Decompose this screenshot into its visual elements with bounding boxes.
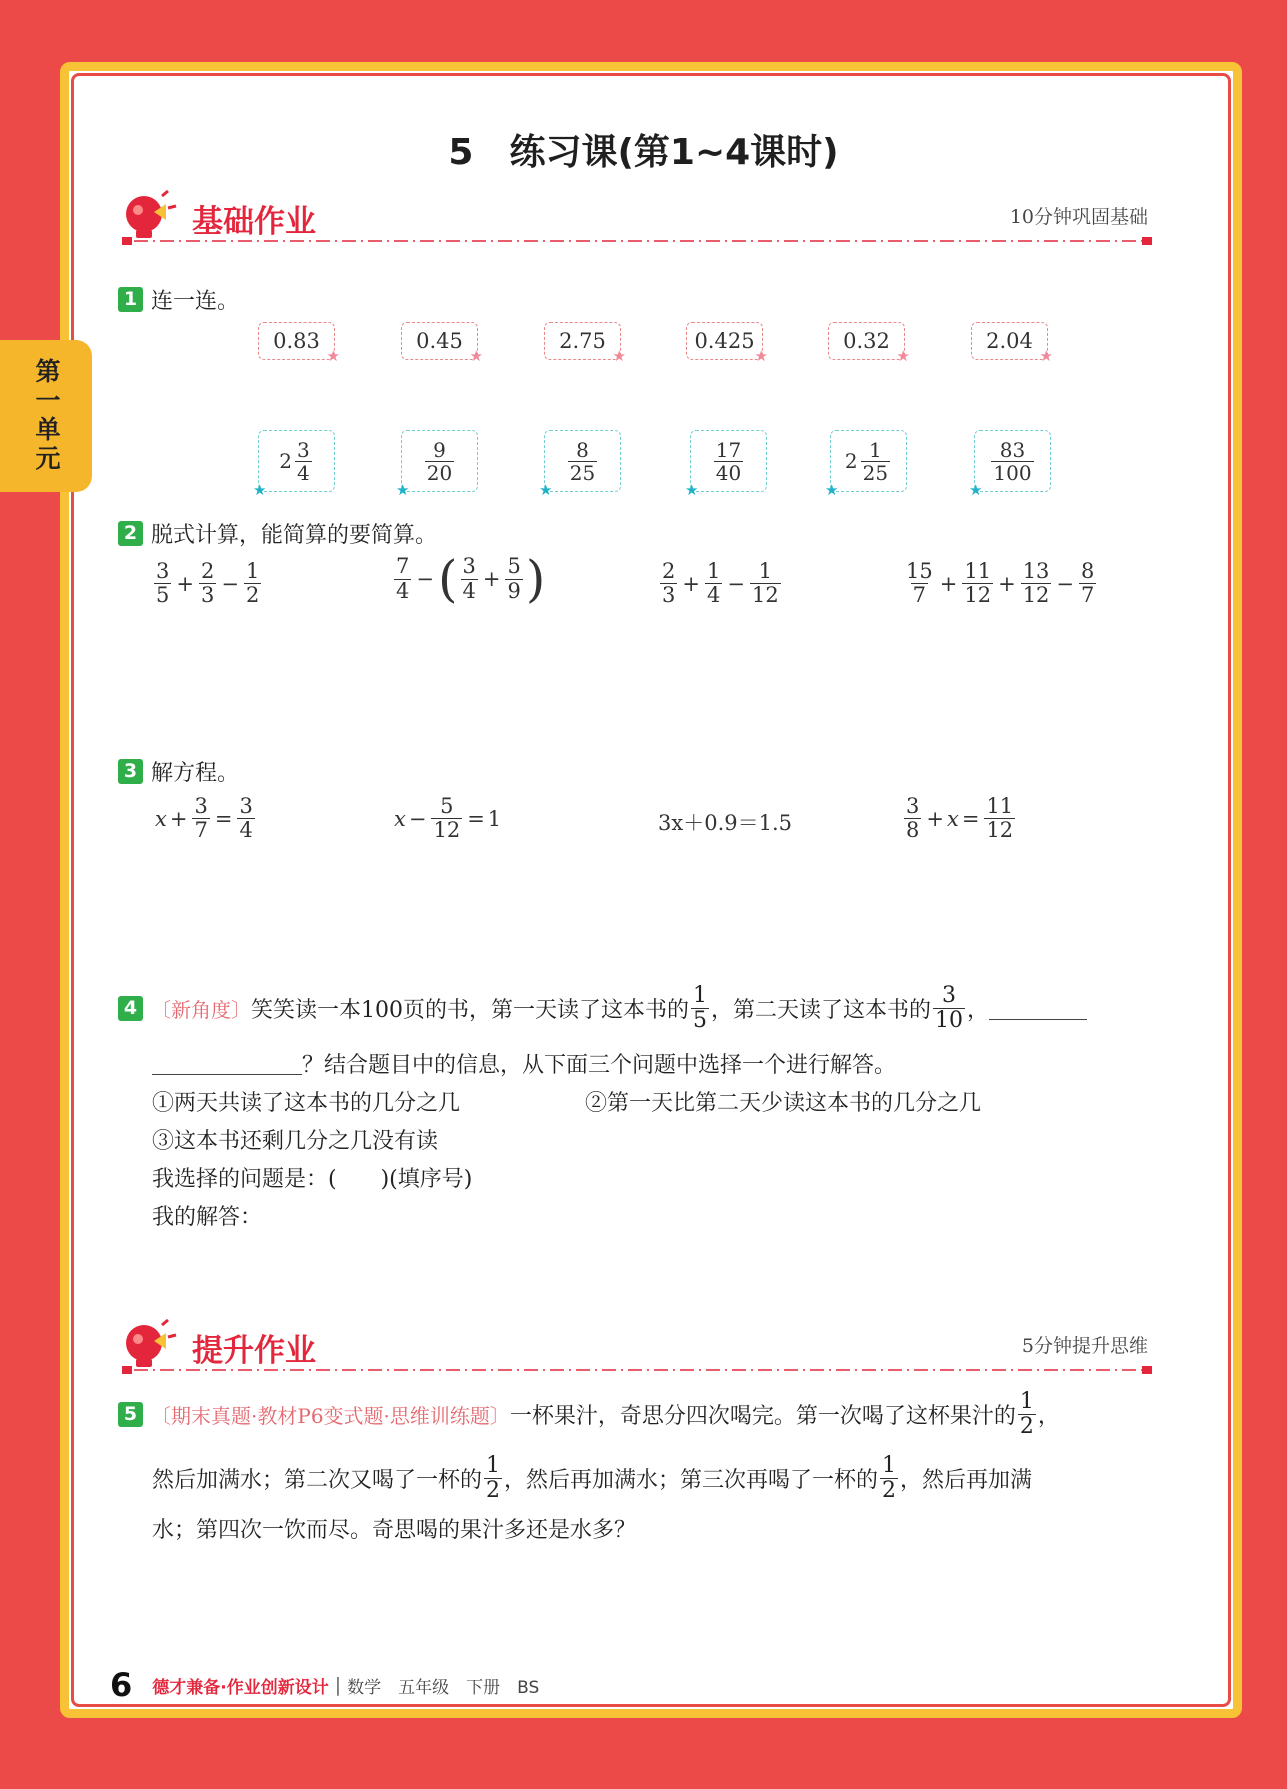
question-2: [118, 518, 437, 549]
question-tag: 〔期末真题·教材P6变式题·思维训练题〕: [151, 1404, 510, 1429]
question-4-options: [152, 1086, 981, 1117]
numerator: 83: [999, 437, 1026, 462]
denominator: 20: [426, 460, 453, 485]
question-text: 脱式计算，能简算的要简算。: [151, 523, 438, 548]
denominator: 4: [297, 460, 310, 485]
question-number: 5: [118, 1402, 143, 1427]
question-1: [118, 284, 239, 315]
decimal-value: 0.425: [694, 329, 755, 353]
star-icon: ★: [685, 481, 699, 499]
expression-2-2: $\frac{7}{4}$ − ( $\frac{3}{4}$ + $\frac{5}{9}$ ): [396, 550, 546, 608]
section-sub-basic: 10分钟巩固基础: [1009, 206, 1148, 228]
expression-2-4: $\frac{15}{7}$ + $\frac{11}{12}$ + $\frac{13}{12}$ − $\frac{8}{7}$: [906, 559, 1095, 608]
denominator: 100: [993, 460, 1032, 485]
question-text: 然后加满水；第二次又喝了一杯的: [152, 1468, 483, 1494]
fraction: $\frac{1}{2}$: [882, 1453, 897, 1504]
denominator: 25: [862, 460, 889, 485]
question-3: [118, 756, 239, 787]
decimal-box[interactable]: [828, 322, 910, 365]
answer-blank[interactable]: [152, 1052, 302, 1075]
question-text: ，第二天读了这本书的: [711, 998, 932, 1024]
fraction-box[interactable]: [253, 430, 335, 499]
question-text: ，: [967, 998, 990, 1024]
fraction-box[interactable]: [969, 430, 1051, 499]
page-number: 6: [110, 1666, 133, 1704]
question-number: 2: [118, 521, 143, 546]
section-sub-advanced: 5分钟提升思维: [1021, 1335, 1148, 1357]
decimal-value: 0.83: [273, 329, 320, 353]
fraction: [295, 439, 312, 484]
page-title: 5 练习课(第1~4课时): [448, 132, 839, 173]
section-divider: [122, 1365, 1162, 1375]
question-5-line-1: [118, 1390, 1060, 1439]
decimal-value: 2.75: [559, 329, 606, 353]
question-text: 笑笑读一本100页的书，第一天读了这本书的: [251, 998, 689, 1024]
numerator: 8: [576, 437, 589, 462]
question-number: 1: [118, 287, 143, 312]
numerator: 1: [869, 437, 882, 462]
unit-side-tab-label: 第一单元: [32, 358, 61, 474]
equation-3-4: $\frac{3}{8}$ + x = $\frac{11}{12}$: [906, 794, 1014, 843]
star-icon: ★: [326, 347, 340, 365]
fraction-whole: 2: [844, 449, 858, 473]
page-footer: [110, 1666, 539, 1704]
choose-prompt[interactable]: 我选择的问题是：( )(填序号): [152, 1167, 473, 1192]
fraction: $\frac{3}{10}$: [935, 983, 964, 1034]
decimal-box[interactable]: [258, 322, 340, 365]
equation-3-3: 3x＋0.9＝1.5: [658, 811, 792, 835]
decimal-box[interactable]: [544, 322, 626, 365]
equation-3-1: x + $\frac{3}{7}$ = $\frac{3}{4}$: [155, 794, 253, 843]
star-icon: ★: [396, 481, 410, 499]
question-text: ，然后再加满: [900, 1468, 1033, 1494]
question-text: 水；第四次一饮而尽。奇思喝的果汁多还是水多？: [152, 1518, 637, 1543]
decimal-box[interactable]: [401, 322, 483, 365]
section-divider: [122, 236, 1162, 246]
numerator: 17: [715, 437, 742, 462]
decimal-value: 0.32: [843, 329, 890, 353]
question-text: ？结合题目中的信息，从下面三个问题中选择一个进行解答。: [302, 1053, 897, 1078]
question-tag: 〔新角度〕: [151, 998, 251, 1023]
question-text: 解方程。: [151, 761, 240, 786]
fraction: $\frac{1}{5}$: [693, 983, 707, 1034]
star-icon: ★: [539, 481, 553, 499]
question-5-line-3: [152, 1513, 636, 1544]
star-icon: ★: [469, 347, 483, 365]
question-4-choose: [152, 1162, 472, 1193]
section-title-advanced: 提升作业: [192, 1333, 316, 1369]
section-header-basic: [118, 188, 1158, 248]
footer-brand: 德才兼备·作业创新设计: [152, 1677, 329, 1698]
fraction: [861, 439, 890, 484]
option-2[interactable]: ②第一天比第二天少读这本书的几分之几: [585, 1091, 982, 1116]
fraction-box[interactable]: [685, 430, 767, 499]
option-1[interactable]: ①两天共读了这本书的几分之几: [152, 1091, 461, 1116]
star-icon: ★: [825, 481, 839, 499]
star-icon: ★: [969, 481, 983, 499]
equation-3-2: x − $\frac{5}{12}$ = 1: [394, 794, 502, 843]
fraction: [991, 439, 1033, 484]
answer-blank[interactable]: [989, 997, 1087, 1020]
star-icon: ★: [1039, 347, 1053, 365]
question-4-line-1: [118, 984, 1087, 1033]
decimal-box[interactable]: [686, 322, 768, 365]
fraction: $\frac{1}{2}$: [1019, 1389, 1034, 1440]
question-text: ，: [1037, 1404, 1060, 1430]
question-4-line-2: [152, 1048, 896, 1079]
star-icon: ★: [896, 347, 910, 365]
question-text: 一杯果汁，奇思分四次喝完。第一次喝了这杯果汁的: [509, 1404, 1016, 1430]
denominator: 40: [715, 460, 742, 485]
question-4-answer: [152, 1200, 262, 1231]
denominator: 25: [569, 460, 596, 485]
decimal-value: 2.04: [986, 329, 1033, 353]
expression-2-3: $\frac{2}{3}$ + $\frac{1}{4}$ − $\frac{1}{12}$: [662, 559, 779, 608]
decimal-box[interactable]: [971, 322, 1053, 365]
fraction-whole: 2: [279, 449, 292, 473]
question-number: 3: [118, 759, 143, 784]
option-3[interactable]: ③这本书还剩几分之几没有读: [152, 1129, 439, 1154]
question-4-option-3: [152, 1124, 438, 1155]
footer-book-info: 数学 五年级 下册 BS: [347, 1677, 540, 1698]
fraction: [425, 439, 454, 484]
star-icon: ★: [253, 481, 267, 499]
question-number: 4: [118, 996, 143, 1021]
section-title-basic: 基础作业: [192, 204, 316, 240]
fraction: [714, 439, 743, 484]
question-5-line-2: [152, 1454, 1032, 1503]
unit-side-tab: [0, 340, 92, 492]
numerator: 9: [433, 437, 446, 462]
decimal-value: 0.45: [416, 329, 463, 353]
answer-prompt: 我的解答：: [152, 1205, 263, 1230]
question-text: ，然后再加满水；第三次再喝了一杯的: [504, 1468, 879, 1494]
numerator: 3: [297, 437, 310, 462]
footer-separator: |: [334, 1674, 342, 1696]
question-text: 连一连。: [151, 289, 240, 314]
section-header-advanced: [118, 1317, 1158, 1377]
fraction: $\frac{1}{2}$: [486, 1453, 501, 1504]
star-icon: ★: [612, 347, 626, 365]
fraction-box[interactable]: [396, 430, 478, 499]
star-icon: ★: [754, 347, 768, 365]
fraction-box[interactable]: [539, 430, 621, 499]
fraction: [568, 439, 597, 484]
expression-2-1: $\frac{3}{5}$ + $\frac{2}{3}$ − $\frac{1}{2}$: [156, 559, 260, 608]
fraction-box[interactable]: [825, 430, 907, 499]
